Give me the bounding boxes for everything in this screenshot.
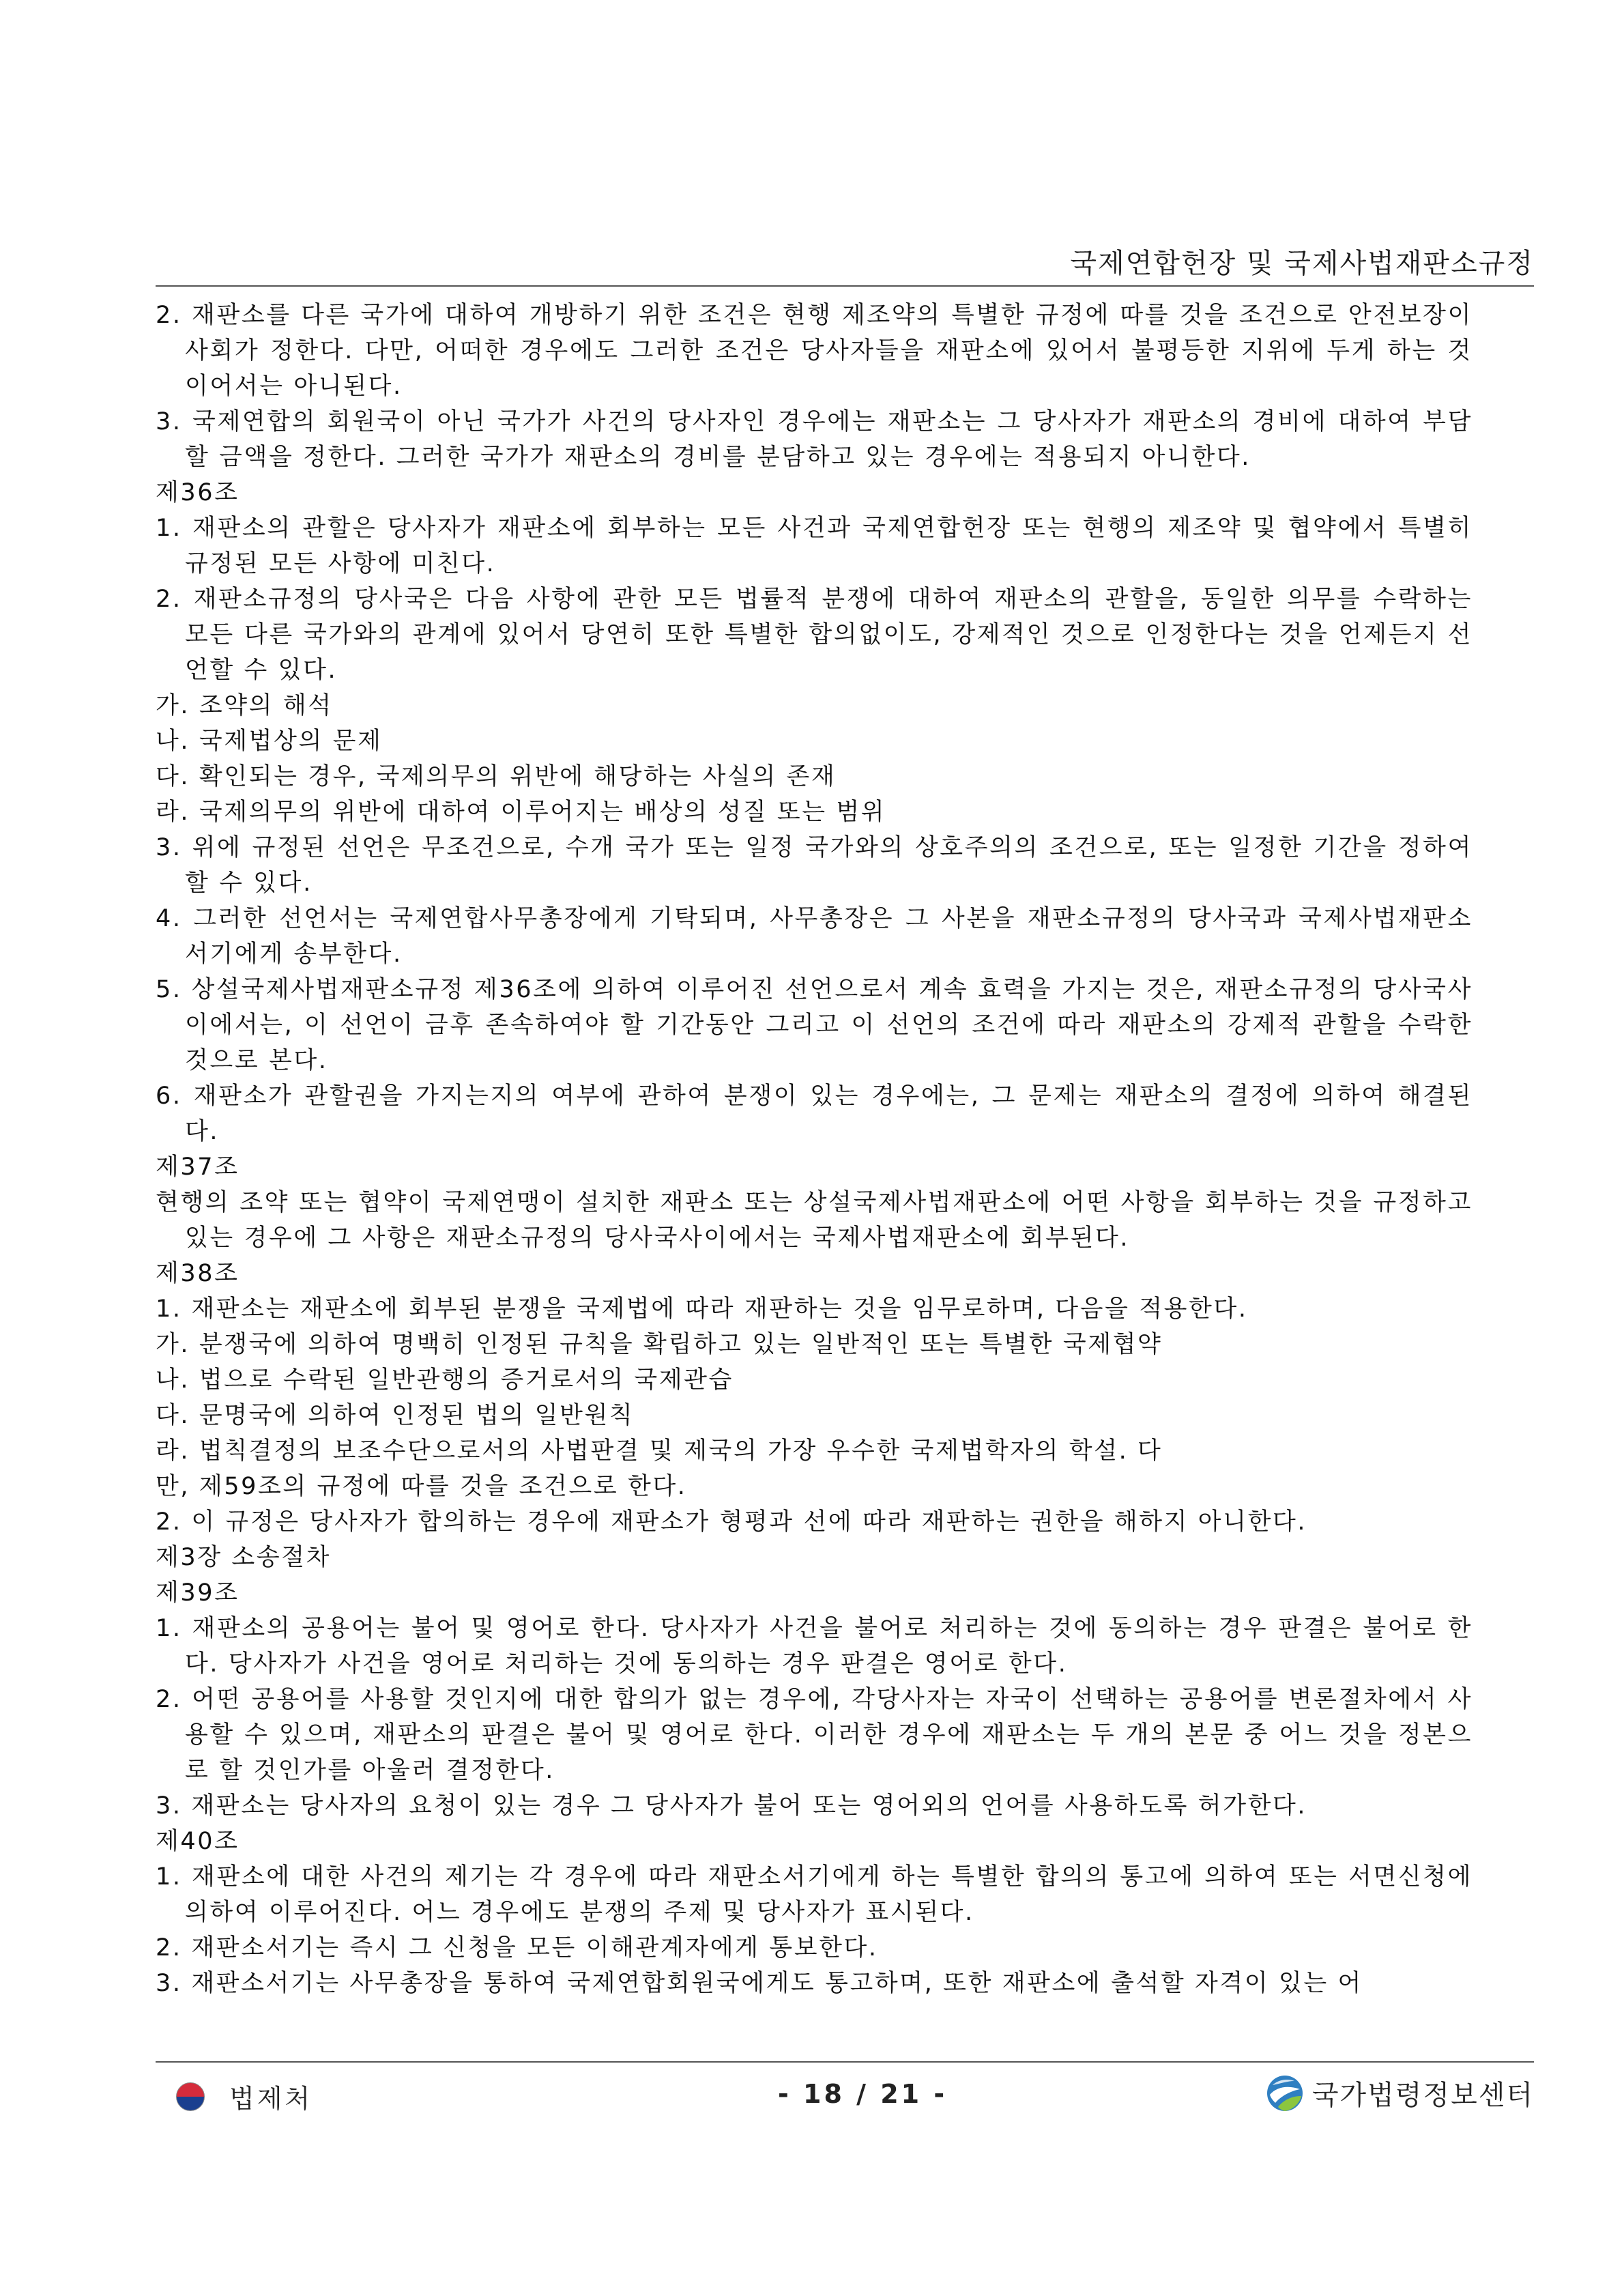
paragraph: 현행의 조약 또는 협약이 국제연맹이 설치한 재판소 또는 상설국제사법재판소에 어떤 사항을 회부하는 것을 규정하고 있는 경우에 그 사항은 재판소규정의 당사국사이에서는 국제사법재판소에 회부된다. xyxy=(156,1189,1473,1252)
paragraph: 1. 재판소에 대한 사건의 제기는 각 경우에 따라 재판소서기에게 하는 특별한 합의의 통고에 의하여 또는 서면신청에 의하여 이루어진다. 어느 경우에도 분쟁의 주제 및 당사자가 표시된다. xyxy=(156,1863,1473,1926)
paragraph: 가. 분쟁국에 의하여 명백히 인정된 규칙을 확립하고 있는 일반적인 또는 특별한 국제협약 xyxy=(156,1331,1163,1358)
paragraph: 라. 법칙결정의 보조수단으로서의 사법판결 및 제국의 가장 우수한 국제법학자의 학설. 다 xyxy=(156,1437,1163,1465)
paragraph: 제3장 소송절차 xyxy=(156,1544,332,1571)
document-body xyxy=(156,298,1473,2001)
paragraph: 1. 재판소의 공용어는 불어 및 영어로 한다. 당사자가 사건을 불어로 처리하는 것에 동의하는 경우 판결은 불어로 한다. 당사자가 사건을 영어로 처리하는 것에 동의하는 경우 판결은 영어로 한다. xyxy=(156,1615,1473,1678)
paragraph: 4. 그러한 선언서는 국제연합사무총장에게 기탁되며, 사무총장은 그 사본을 재판소규정의 당사국과 국제사법재판소서기에게 송부한다. xyxy=(156,905,1473,968)
page-number: - 18 / 21 - xyxy=(778,2079,948,2109)
paragraph: 2. 이 규정은 당사자가 합의하는 경우에 재판소가 형평과 선에 따라 재판하는 권한을 해하지 아니한다. xyxy=(156,1508,1307,1536)
paragraph: 나. 법으로 수락된 일반관행의 증거로서의 국제관습 xyxy=(156,1366,734,1394)
paragraph: 2. 재판소를 다른 국가에 대하여 개방하기 위한 조건은 현행 제조약의 특별한 규정에 따를 것을 조건으로 안전보장이사회가 정한다. 다만, 어떠한 경우에도 그러한 조건은 당사자들을 재판소에 있어서 불평등한 지위에 두게 하는 것이어서는 아니된다. xyxy=(156,302,1473,400)
paragraph: 3. 위에 규정된 선언은 무조건으로, 수개 국가 또는 일정 국가와의 상호주의의 조건으로, 또는 일정한 기간을 정하여 할 수 있다. xyxy=(156,834,1473,897)
paragraph: 제38조 xyxy=(156,1260,240,1287)
law-center-name: 국가법령정보센터 xyxy=(1311,2080,1534,2111)
paragraph: 1. 재판소는 재판소에 회부된 분쟁을 국제법에 따라 재판하는 것을 임무로하며, 다음을 적용한다. xyxy=(156,1295,1248,1323)
taegeuk-emblem-icon xyxy=(176,2082,205,2111)
paragraph: 5. 상설국제사법재판소규정 제36조에 의하여 이루어진 선언으로서 계속 효력을 가지는 것은, 재판소규정의 당사국사이에서는, 이 선언이 금후 존속하여야 할 기간동안 그리고 이 선언의 조건에 따라 재판소의 강제적 관할을 수락한 것으로 본다. xyxy=(156,976,1473,1074)
paragraph: 6. 재판소가 관할권을 가지는지의 여부에 관하여 분쟁이 있는 경우에는, 그 문제는 재판소의 결정에 의하여 해결된다. xyxy=(156,1082,1473,1145)
paragraph: 만, 제59조의 규정에 따를 것을 조건으로 한다. xyxy=(156,1473,687,1500)
footer-left-brand xyxy=(176,2078,313,2115)
document-title: 국제연합헌장 및 국제사법재판소규정 xyxy=(1070,248,1534,279)
paragraph: 3. 국제연합의 회원국이 아닌 국가가 사건의 당사자인 경우에는 재판소는 그 당사자가 재판소의 경비에 대하여 부담할 금액을 정한다. 그러한 국가가 재판소의 경비를 분담하고 있는 경우에는 적용되지 아니한다. xyxy=(156,408,1473,471)
paragraph: 3. 재판소는 당사자의 요청이 있는 경우 그 당사자가 불어 또는 영어외의 언어를 사용하도록 허가한다. xyxy=(156,1792,1307,1820)
paragraph: 제40조 xyxy=(156,1828,240,1855)
paragraph: 3. 재판소서기는 사무총장을 통하여 국제연합회원국에게도 통고하며, 또한 재판소에 출석할 자격이 있는 어 xyxy=(156,1970,1363,1997)
paragraph: 2. 재판소서기는 즉시 그 신청을 모든 이해관계자에게 통보한다. xyxy=(156,1934,878,1962)
globe-logo-icon xyxy=(1266,2074,1304,2112)
paragraph: 나. 국제법상의 문제 xyxy=(156,728,383,755)
paragraph: 다. 문명국에 의하여 인정된 법의 일반원칙 xyxy=(156,1402,635,1429)
paragraph: 제39조 xyxy=(156,1579,240,1607)
header-divider xyxy=(156,285,1534,287)
paragraph: 다. 확인되는 경우, 국제의무의 위반에 해당하는 사실의 존재 xyxy=(156,763,837,790)
ministry-name: 법제처 xyxy=(229,2084,313,2114)
footer-right-brand xyxy=(1266,2073,1534,2112)
paragraph: 가. 조약의 해석 xyxy=(156,692,333,719)
paragraph: 제36조 xyxy=(156,479,240,506)
page-footer xyxy=(0,2071,1624,2125)
paragraph: 제37조 xyxy=(156,1153,240,1181)
paragraph: 1. 재판소의 관할은 당사자가 재판소에 회부하는 모든 사건과 국제연합헌장 또는 현행의 제조약 및 협약에서 특별히 규정된 모든 사항에 미친다. xyxy=(156,515,1473,577)
paragraph: 라. 국제의무의 위반에 대하여 이루어지는 배상의 성질 또는 범위 xyxy=(156,799,886,826)
paragraph: 2. 어떤 공용어를 사용할 것인지에 대한 합의가 없는 경우에, 각당사자는 자국이 선택하는 공용어를 변론절차에서 사용할 수 있으며, 재판소의 판결은 불어 및 영어로 한다. 이러한 경우에 재판소는 두 개의 본문 중 어느 것을 정본으로 할 것인가를 아울러 결정한다. xyxy=(156,1686,1473,1784)
paragraph: 2. 재판소규정의 당사국은 다음 사항에 관한 모든 법률적 분쟁에 대하여 재판소의 관할을, 동일한 의무를 수락하는 모든 다른 국가와의 관계에 있어서 당연히 또한 특별한 합의없이도, 강제적인 것으로 인정한다는 것을 언제든지 선언할 수 있다. xyxy=(156,586,1473,684)
footer-divider xyxy=(156,2061,1534,2063)
